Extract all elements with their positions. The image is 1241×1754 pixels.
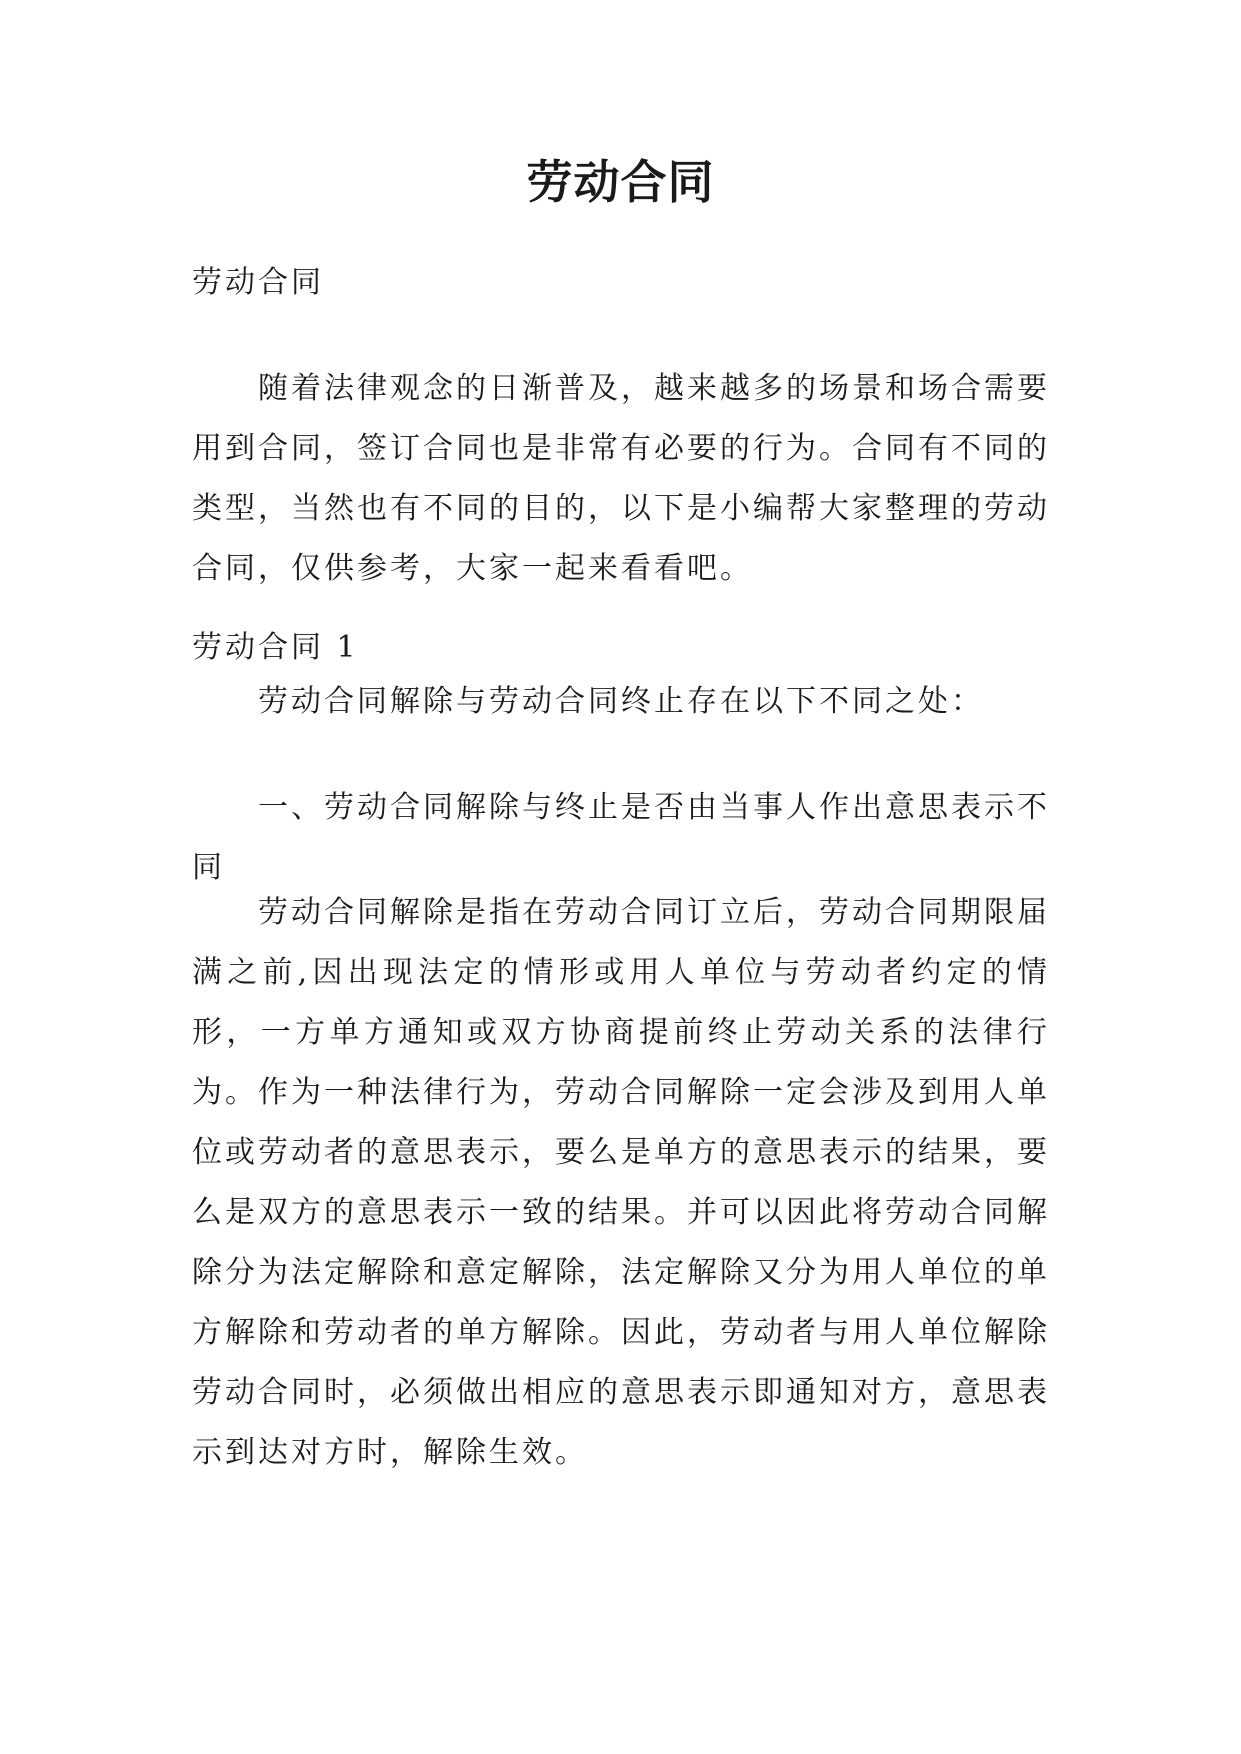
point-1-heading: 一、劳动合同解除与终止是否由当事人作出意思表示不同 bbox=[192, 790, 1050, 885]
section-heading: 劳动合同 1 bbox=[192, 630, 359, 665]
section-lead: 劳动合同解除与劳动合同终止存在以下不同之处： bbox=[258, 684, 984, 719]
point-1-body: 劳动合同解除是指在劳动合同订立后，劳动合同期限届满之前,因出现法定的情形或用人单位与劳动者约定的情形，一方单方通知或双方协商提前终止劳动关系的法律行为。作为一种法律行为，劳动合同解除一定会涉及到用人单位或劳动者的意思表示，要么是单方的意思表示的结果，要么是双方的意思表示一致的结果。并可以因此将劳动合同解除分为法定解除和意定解除，法定解除又分为用人单位的单方解除和劳动者的单方解除。因此，劳动者与用人单位解除劳动合同时，必须做出相应的意思表示即通知对方，意思表示到达对方时，解除生效。 bbox=[192, 895, 1050, 1470]
intro-paragraph: 随着法律观念的日渐普及，越来越多的场景和场合需要用到合同，签订合同也是非常有必要的行为。合同有不同的类型，当然也有不同的目的，以下是小编帮大家整理的劳动合同，仅供参考，大家一起来看看吧。 bbox=[192, 371, 1050, 586]
document-subtitle: 劳动合同 bbox=[192, 265, 324, 300]
document-title: 劳动合同 bbox=[526, 155, 715, 209]
